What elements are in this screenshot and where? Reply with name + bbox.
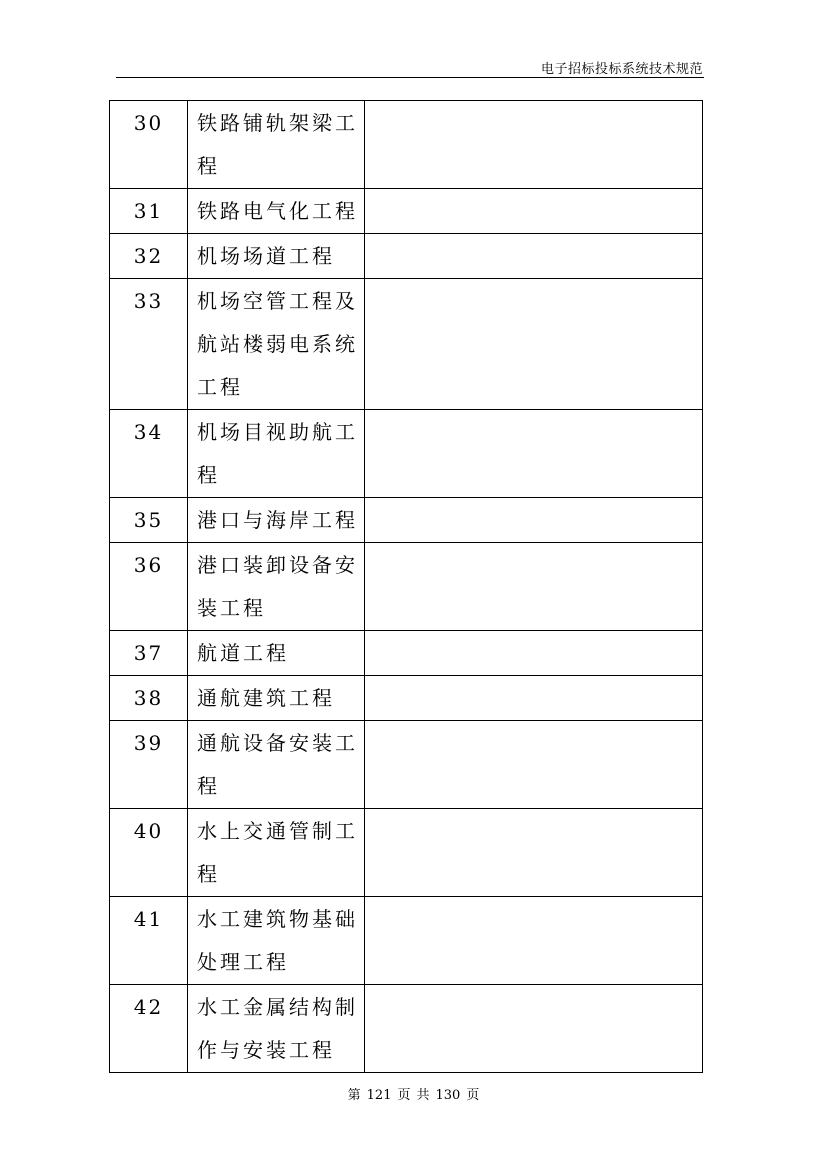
table-row	[110, 631, 703, 676]
footer-current-page: 121	[366, 1088, 392, 1103]
row-note-cell	[365, 543, 703, 631]
footer-page-word: 页	[397, 1088, 411, 1103]
category-table	[109, 100, 703, 1073]
row-number: 32	[133, 244, 164, 268]
row-number-cell	[110, 721, 188, 809]
row-number: 33	[133, 289, 164, 313]
row-note-cell	[365, 809, 703, 897]
row-name-cell	[188, 809, 365, 897]
table-body	[110, 101, 703, 1073]
row-name-cell	[188, 676, 365, 721]
row-number-cell	[110, 897, 188, 985]
row-number-cell	[110, 543, 188, 631]
row-number: 37	[133, 641, 164, 665]
row-name: 铁路电气化工程	[197, 199, 358, 223]
row-name: 港口与海岸工程	[197, 508, 358, 532]
row-number: 39	[133, 731, 164, 755]
row-name: 机场目视助航工程	[197, 420, 358, 487]
row-number-cell	[110, 985, 188, 1073]
page-footer	[0, 1084, 827, 1103]
footer-total-word: 共	[416, 1088, 430, 1103]
table-row	[110, 189, 703, 234]
table-row	[110, 101, 703, 189]
row-name-cell	[188, 498, 365, 543]
table-row	[110, 721, 703, 809]
row-note-cell	[365, 897, 703, 985]
row-name-cell	[188, 410, 365, 498]
row-note-cell	[365, 234, 703, 279]
row-name: 水工建筑物基础处理工程	[197, 907, 358, 974]
row-note-cell	[365, 279, 703, 410]
row-name-cell	[188, 897, 365, 985]
footer-prefix: 第	[347, 1088, 361, 1103]
row-name-cell	[188, 631, 365, 676]
header-title: 电子招标投标系统技术规范	[540, 62, 703, 77]
table-row	[110, 234, 703, 279]
row-number-cell	[110, 234, 188, 279]
header-rule	[116, 77, 704, 78]
row-note-cell	[365, 189, 703, 234]
row-name-cell	[188, 543, 365, 631]
qualification-table	[109, 100, 703, 1073]
row-number: 35	[133, 508, 164, 532]
row-name: 机场空管工程及航站楼弱电系统工程	[197, 289, 358, 399]
row-name-cell	[188, 189, 365, 234]
row-name-cell	[188, 721, 365, 809]
table-row	[110, 410, 703, 498]
row-name-cell	[188, 279, 365, 410]
row-number-cell	[110, 676, 188, 721]
row-note-cell	[365, 676, 703, 721]
row-number-cell	[110, 631, 188, 676]
row-name-cell	[188, 101, 365, 189]
row-name: 铁路铺轨架梁工程	[197, 111, 358, 178]
row-number: 34	[133, 420, 164, 444]
row-number-cell	[110, 279, 188, 410]
row-number: 30	[133, 111, 164, 135]
row-note-cell	[365, 410, 703, 498]
table-row	[110, 985, 703, 1073]
row-number: 41	[133, 907, 164, 931]
row-number-cell	[110, 498, 188, 543]
row-number-cell	[110, 101, 188, 189]
table-row	[110, 279, 703, 410]
row-name-cell	[188, 234, 365, 279]
footer-total-pages: 130	[435, 1088, 461, 1103]
row-number-cell	[110, 410, 188, 498]
row-number: 36	[133, 553, 164, 577]
row-name: 水工金属结构制作与安装工程	[197, 995, 358, 1062]
table-row	[110, 897, 703, 985]
row-note-cell	[365, 721, 703, 809]
row-name: 航道工程	[197, 641, 289, 665]
row-note-cell	[365, 498, 703, 543]
row-name: 通航设备安装工程	[197, 731, 358, 798]
row-name-cell	[188, 985, 365, 1073]
table-row	[110, 498, 703, 543]
row-number-cell	[110, 809, 188, 897]
row-name: 水上交通管制工程	[197, 819, 358, 886]
footer-suffix: 页	[466, 1088, 480, 1103]
row-note-cell	[365, 985, 703, 1073]
row-number-cell	[110, 189, 188, 234]
table-row	[110, 543, 703, 631]
table-row	[110, 809, 703, 897]
table-row	[110, 676, 703, 721]
row-note-cell	[365, 101, 703, 189]
row-note-cell	[365, 631, 703, 676]
row-name: 机场场道工程	[197, 244, 335, 268]
row-number: 40	[133, 819, 164, 843]
row-name: 通航建筑工程	[197, 686, 335, 710]
row-name: 港口装卸设备安装工程	[197, 553, 358, 620]
row-number: 31	[133, 199, 164, 223]
row-number: 42	[133, 995, 164, 1019]
row-number: 38	[133, 686, 164, 710]
